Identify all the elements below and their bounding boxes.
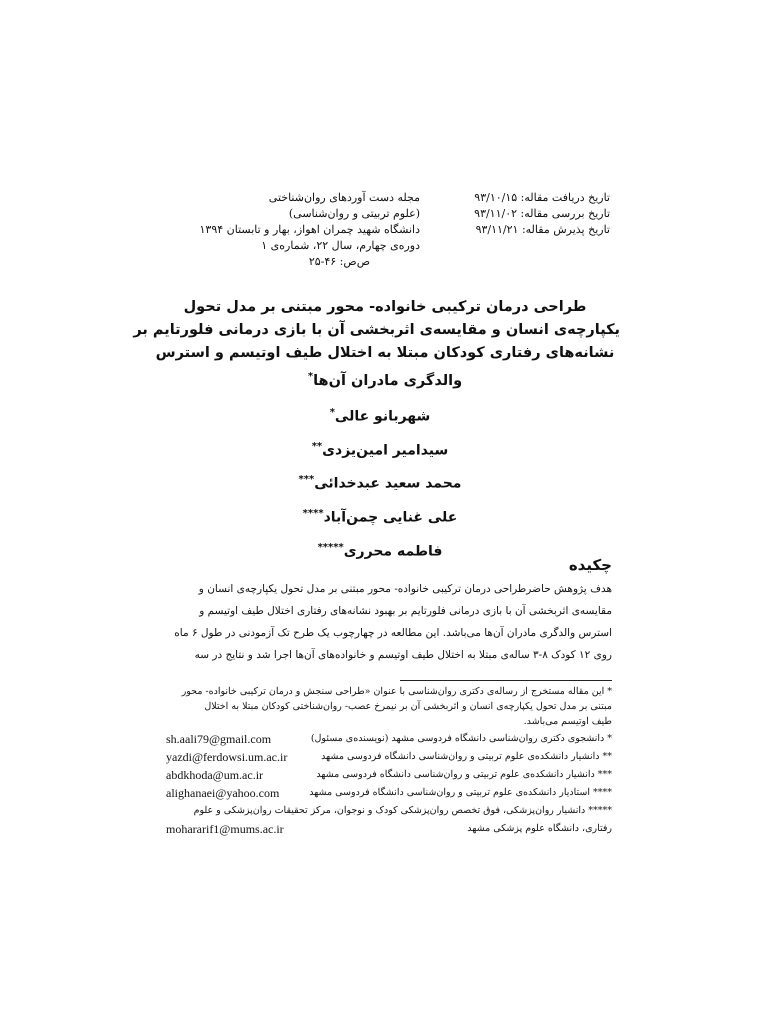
title-last-text: والدگری مادران آن‌ها bbox=[313, 372, 463, 389]
author-mark: ** bbox=[311, 440, 323, 452]
title-line-last bbox=[150, 365, 620, 393]
journal-volume: دوره‌ی چهارم، سال ۲۲، شماره‌ی ۱ bbox=[261, 239, 420, 252]
journal-info bbox=[170, 190, 420, 270]
author-name: محمد سعید عبدخدائی bbox=[314, 475, 462, 492]
affiliation-note: ***** دانشیار روان‌پزشکی، فوق تخصص روان‌پزشکی کودک و نوجوان، مرکز تحقیقات روان‌پزشکی و علوم bbox=[193, 805, 612, 816]
author-name: علی غنایی چمن‌آباد bbox=[323, 509, 458, 526]
abstract-line: استرس والدگری مادران آن‌ها می‌باشد. این مطالعه در چهارچوب یک طرح تک آزمودنی در طول ۶ ماه bbox=[174, 627, 612, 639]
author-email[interactable]: mohararif1@mums.ac.ir bbox=[166, 822, 284, 836]
title-footnote-mark: * bbox=[307, 371, 314, 382]
author-email[interactable]: alighanaei@yahoo.com bbox=[166, 786, 280, 800]
title-line: یکپارچه‌ی انسان و مقایسه‌ی اثربخشی آن با بازی درمانی فلورتایم بر bbox=[133, 322, 620, 338]
affiliation-note: * دانشجوی دکتری روان‌شناسی دانشگاه فردوسی مشهد (نویسنده‌ی مسئول) bbox=[310, 733, 612, 744]
author bbox=[230, 533, 530, 567]
title-line: نشانه‌های رفتاری کودکان مبتلا به اختلال طیف اوتیسم و استرس bbox=[155, 345, 615, 361]
journal-pages: ص‌ص: ۴۶-۲۵ bbox=[308, 255, 370, 268]
footnote-line: * این مقاله مستخرج از رساله‌ی دکتری روان‌شناسی با عنوان «طراحی سنجش و درمان ترکیبی خانواده- محور bbox=[181, 686, 612, 697]
footnote-divider bbox=[400, 680, 612, 681]
author bbox=[230, 432, 530, 466]
author-name: فاطمه محرری bbox=[343, 543, 443, 560]
affiliation-note: رفتاری، دانشگاه علوم پزشکی مشهد bbox=[467, 823, 612, 834]
author bbox=[230, 465, 530, 499]
journal-publisher: دانشگاه شهید چمران اهواز، بهار و تابستان ۱۳۹۴ bbox=[199, 223, 420, 236]
footnote-line: طیف اوتیسم می‌باشد. bbox=[523, 716, 612, 727]
author bbox=[230, 398, 530, 432]
date-accepted: تاریخ پذیرش مقاله: ۹۳/۱۱/۲۱ bbox=[475, 223, 610, 236]
abstract-body bbox=[160, 578, 612, 666]
author-email[interactable]: sh.aali79@gmail.com bbox=[166, 732, 272, 746]
abstract-heading: چکیده bbox=[568, 556, 612, 574]
abstract-line: مقایسه‌ی اثربخشی آن با بازی درمانی فلورتایم بر بهبود نشانه‌های رفتاری اختلال طیف اوتیسم و bbox=[199, 605, 612, 617]
affiliation-note: *** دانشیار دانشکده‌ی علوم تربیتی و روان‌شناسی دانشگاه فردوسی مشهد bbox=[316, 769, 612, 780]
author-mark: * bbox=[329, 407, 335, 418]
paper-title bbox=[133, 296, 620, 393]
author-mark: **** bbox=[302, 507, 324, 519]
author-email[interactable]: yazdi@ferdowsi.um.ac.ir bbox=[166, 750, 288, 764]
title-line: طراحی درمان ترکیبی خانواده- محور مبتنی بر مدل تحول bbox=[183, 299, 587, 315]
author-name: شهربانو عالی bbox=[334, 408, 431, 425]
author-mark: ***** bbox=[317, 541, 344, 553]
author-list bbox=[230, 398, 530, 566]
article-dates bbox=[440, 190, 610, 238]
abstract-line: هدف پژوهش حاضرطراحی درمان ترکیبی خانواده- محور مبتنی بر مدل تحول یکپارچه‌ی انسان و bbox=[198, 583, 612, 595]
affiliation-note: **** استادیار دانشکده‌ی علوم تربیتی و روان‌شناسی دانشگاه فردوسی مشهد bbox=[309, 787, 612, 798]
affiliation-note: ** دانشیار دانشکده‌ی علوم تربیتی و روان‌شناسی دانشگاه فردوسی مشهد bbox=[321, 751, 612, 762]
journal-name: مجله دست آوردهای روان‌شناختی bbox=[268, 191, 420, 204]
author-name: سیدامیر امین‌یزدی bbox=[322, 442, 449, 459]
date-reviewed: تاریخ بررسی مقاله: ۹۳/۱۱/۰۲ bbox=[474, 207, 610, 220]
author-mark: *** bbox=[298, 474, 315, 486]
footnote-line: مبتنی بر مدل تحول یکپارچه‌ی انسان و اثربخشی آن بر نیمرخ عصب- روان‌شناختی کودکان مبتلا به اختلال bbox=[204, 701, 612, 712]
abstract-line: روی ۱۲ کودک ۸-۳ ساله‌ی مبتلا به اختلال طیف اوتیسم و خانواده‌های آن‌ها اجرا شد و نتایج در سه bbox=[194, 649, 612, 661]
date-received: تاریخ دریافت مقاله: ۹۳/۱۰/۱۵ bbox=[474, 191, 610, 204]
author bbox=[230, 499, 530, 533]
journal-subtitle: (علوم تربیتی و روان‌شناسی) bbox=[288, 207, 420, 220]
author-email[interactable]: abdkhoda@um.ac.ir bbox=[166, 768, 264, 782]
